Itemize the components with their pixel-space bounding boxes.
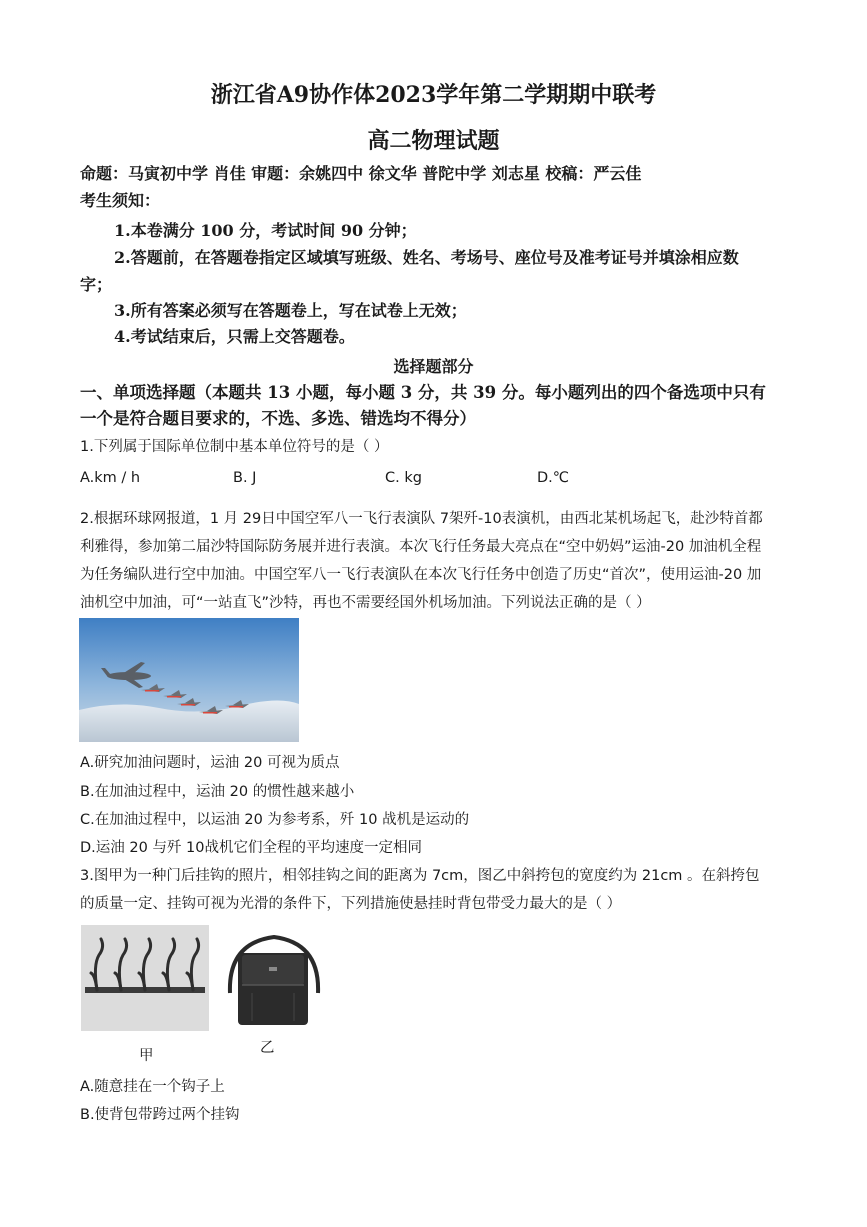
question-2-option-c: C.在加油过程中，以运油 20 为参考系，歼 10 战机是运动的 xyxy=(80,812,470,828)
notice-item: 2.答题前，在答题卷指定区域填写班级、姓名、考场号、座位号及准考证号并填涂相应数 xyxy=(114,248,739,267)
question-3-stem: 的质量一定、挂钩可视为光滑的条件下，下列措施使悬挂时背包带受力最大的是（ ） xyxy=(80,896,622,912)
question-3-option-b: B.使背包带跨过两个挂钩 xyxy=(80,1107,240,1123)
part-title: 选择题部分 xyxy=(393,357,474,376)
notice-item: 4.考试结束后，只需上交答题卷。 xyxy=(114,327,355,346)
question-3-stem: 3.图甲为一种门后挂钩的照片，相邻挂钩之间的距离为 7cm，图乙中斜挎包的宽度约为 21cm 。在斜挎包 xyxy=(80,868,760,884)
question-1-option-d: D.℃ xyxy=(537,470,570,486)
question-1-option-c: C. kg xyxy=(385,470,422,486)
question-2-stem: 为任务编队进行空中加油。中国空军八一飞行表演队在本次飞行任务中创造了历史“首次”，使用运油-20 加 xyxy=(80,567,762,583)
jets-formation-image xyxy=(79,618,299,742)
crossbody-bag-image xyxy=(222,933,326,1028)
exam-title: 浙江省A9协作体2023学年第二学期期中联考 xyxy=(210,82,657,108)
exam-subtitle: 高二物理试题 xyxy=(367,128,500,154)
figure-a-caption: 甲 xyxy=(139,1048,154,1064)
section-heading: 一、单项选择题（本题共 13 小题，每小题 3 分，共 39 分。每小题列出的四个备选项中只有 xyxy=(80,383,766,402)
aerial-refueling-photo xyxy=(79,618,299,742)
door-hooks-photo xyxy=(81,925,209,1031)
section-heading: 一个是符合题目要求的，不选、多选、错选均不得分） xyxy=(80,409,476,428)
question-1-option-a: A.km / h xyxy=(80,470,141,486)
question-3-option-a: A.随意挂在一个钩子上 xyxy=(80,1079,225,1095)
question-2-stem: 2.根据环球网报道，1 月 29日中国空军八一飞行表演队 7架歼-10表演机，由西北某机场起飞，赴沙特首都 xyxy=(80,511,763,527)
question-1-stem: 1.下列属于国际单位制中基本单位符号的是（ ） xyxy=(80,439,389,455)
notice-item: 字； xyxy=(80,275,113,294)
question-2-option-b: B.在加油过程中，运油 20 的惯性越来越小 xyxy=(80,784,355,800)
credits: 命题：马寅初中学 肖佳 审题：余姚四中 徐文华 普陀中学 刘志星 校稿：严云佳 xyxy=(80,164,642,183)
question-2-stem: 油机空中加油，可“一站直飞”沙特，再也不需要经国外机场加油。下列说法正确的是（ ） xyxy=(80,595,651,611)
notice-item: 1.本卷满分 100 分，考试时间 90 分钟； xyxy=(114,221,417,240)
question-2-option-d: D.运油 20 与歼 10战机它们全程的平均速度一定相同 xyxy=(80,840,423,856)
notice-label: 考生须知： xyxy=(80,191,161,210)
question-2-stem: 利雅得，参加第二届沙特国际防务展并进行表演。本次飞行任务最大亮点在“空中奶妈”运油-20 加油机全程 xyxy=(80,539,762,555)
figure-b-caption: 乙 xyxy=(260,1040,275,1056)
notice-item: 3.所有答案必须写在答题卷上，写在试卷上无效； xyxy=(114,301,467,320)
question-1-option-b: B. J xyxy=(233,470,257,486)
shoulder-bag-photo xyxy=(222,933,326,1028)
hook-rack-image xyxy=(81,925,209,1031)
question-2-option-a: A.研究加油问题时，运油 20 可视为质点 xyxy=(80,755,340,771)
